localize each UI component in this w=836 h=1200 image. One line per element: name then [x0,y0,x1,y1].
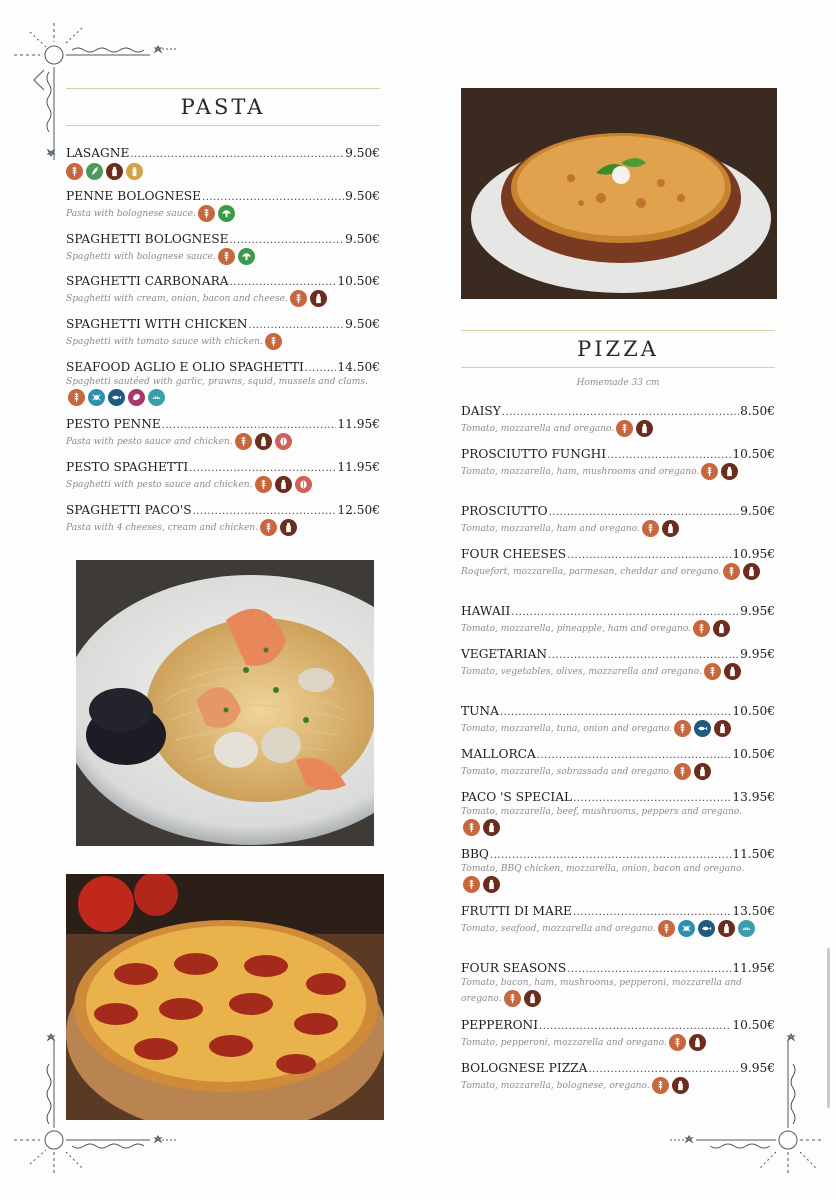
fish-icon [698,920,715,937]
gluten-icon [66,163,83,180]
menu-item-name: BOLOGNESE PIZZA [461,1061,588,1075]
lactose-icon [672,1077,689,1094]
menu-item-description-text: Spaghetti with bolognese sauce. [66,252,216,262]
dot-leader [500,705,731,720]
crustacean-icon [88,389,105,406]
menu-item-description-text: Pasta with bolognese sauce. [66,209,196,219]
menu-item-description-text: Pasta with 4 cheeses, cream and chicken. [66,523,259,533]
gluten-icon [616,420,633,437]
menu-item-price: 10.50€ [732,447,775,461]
menu-item-line [461,904,775,920]
menu-item-description-text: Tomato, bacon, ham, mushrooms, pepperoni, mozzarella and oregano. [461,978,742,1004]
menu-item-description [461,720,775,737]
allergen-icons [674,720,731,737]
menu-item-name: TUNA [461,704,499,718]
shellfish-icon [738,920,755,937]
lactose-icon [714,720,731,737]
menu-item-line [461,647,775,663]
menu-item-description [66,376,380,406]
pasta-menu-item [66,146,380,180]
lactose-icon [483,876,500,893]
gluten-icon [255,476,272,493]
menu-item-name: BBQ [461,847,489,861]
menu-item-name: MALLORCA [461,747,536,761]
menu-item-line [66,460,380,476]
pizza-subtitle: Homemade 33 cm [576,378,660,388]
dot-leader [588,1062,739,1077]
allergen-icons [704,663,741,680]
menu-item-price: 11.95€ [337,460,380,474]
pizza-menu-item [461,504,775,537]
allergen-icons [674,763,711,780]
menu-item-line [66,417,380,433]
gluten-icon [290,290,307,307]
pizza-menu-item [461,604,775,637]
pasta-menu-item [66,417,380,450]
gluten-icon [235,433,252,450]
dot-leader [202,190,344,205]
allergen-icons [198,205,235,222]
menu-item-description [461,1077,775,1094]
menu-item-name: PESTO SPAGHETTI [66,460,189,474]
menu-item-description-text: Tomato, mozzarella, beef, mushrooms, peppers and oregano. [461,807,743,817]
pepperoni-pizza-photo [66,874,384,1120]
gluten-icon [669,1034,686,1051]
pizza-menu-item [461,790,775,836]
menu-item-name: PROSCIUTTO FUNGHI [461,447,607,461]
gluten-icon [652,1077,669,1094]
lactose-icon [636,420,653,437]
dot-leader [305,361,337,376]
menu-item-description [461,806,775,836]
menu-item-description-text: Tomato, pepperoni, mozzarella and oregano. [461,1038,667,1048]
pizza-menu-item [461,547,775,580]
menu-item-name: FOUR CHEESES [461,547,567,561]
lasagne-photo [461,88,777,299]
menu-item-description [66,333,380,350]
dot-leader [548,648,739,663]
dot-leader [230,275,337,290]
dot-leader [502,405,739,420]
mushroom-icon [238,248,255,265]
dot-leader [573,791,731,806]
menu-item-line [461,404,775,420]
menu-item-name: HAWAII [461,604,511,618]
lactose-icon [694,763,711,780]
menu-item-description [66,248,380,265]
menu-item-description-text: Tomato, mozzarella, bolognese, oregano. [461,1081,650,1091]
menu-item-price: 8.50€ [740,404,775,418]
gluten-icon [198,205,215,222]
gluten-icon [723,563,740,580]
gluten-icon [704,663,721,680]
allergen-icons [218,248,255,265]
gluten-icon [260,519,277,536]
allergen-icons [504,990,541,1007]
menu-item-description-text: Tomato, BBQ chicken, mozzarella, onion, bacon and oregano. [461,864,745,874]
gluten-icon [68,389,85,406]
menu-item-description-text: Tomato, mozzarella, pineapple, ham and oregano. [461,624,692,634]
dot-leader [549,505,740,520]
gluten-icon [463,876,480,893]
menu-item-name: SPAGHETTI BOLOGNESE [66,232,229,246]
fish-icon [108,389,125,406]
lactose-icon [724,663,741,680]
menu-item-line [66,274,380,290]
menu-item-price: 9.50€ [345,317,380,331]
lactose-icon [689,1034,706,1051]
pizza-menu-item [461,1018,775,1051]
menu-item-description [66,519,380,536]
lactose-icon [483,819,500,836]
lactose-icon [743,563,760,580]
dot-leader [229,233,344,248]
menu-item-description [461,920,775,937]
menu-item-price: 10.95€ [732,547,775,561]
menu-item-description [461,420,775,437]
pasta-menu-item [66,360,380,406]
gluten-icon [504,990,521,1007]
menu-item-description [66,290,380,307]
celery-icon [86,163,103,180]
menu-item-line [66,146,380,162]
menu-item-price: 10.50€ [732,1018,775,1032]
allergen-icons [658,920,755,937]
menu-item-price: 9.50€ [345,232,380,246]
menu-item-line [66,317,380,333]
pizza-menu-item [461,961,775,1007]
menu-item-line [66,360,380,376]
menu-item-name: SEAFOOD AGLIO E OLIO SPAGHETTI [66,360,304,374]
pasta-menu-item [66,274,380,307]
lactose-icon [310,290,327,307]
pasta-menu-item [66,460,380,493]
allergen-icons [701,463,738,480]
menu-item-description-text: Roquefort, mozzarella, parmesan, cheddar and oregano. [461,567,722,577]
allergen-icons [255,476,312,493]
menu-item-price: 11.95€ [732,961,775,975]
lactose-icon [524,990,541,1007]
menu-item-description [461,620,775,637]
pizza-menu-item [461,404,775,437]
pasta-section-title: PASTA [66,88,380,126]
pizza-section-title: PIZZA [461,330,775,368]
gluten-icon [701,463,718,480]
lactose-icon [713,620,730,637]
menu-item-description [461,863,775,893]
allergen-icons [265,333,282,350]
pizza-menu-item [461,747,775,780]
gluten-icon [463,819,480,836]
pizza-menu-item [461,847,775,893]
menu-item-line [461,747,775,763]
fish-icon [694,720,711,737]
menu-item-description [461,563,775,580]
dot-leader [189,461,336,476]
mustard-icon [126,163,143,180]
allergen-icons [723,563,760,580]
pizza-menu-item [461,647,775,680]
menu-item-description-text: Tomato, mozzarella, sobrassada and oregano. [461,767,672,777]
menu-item-line [66,232,380,248]
allergen-icons [290,290,327,307]
menu-item-description-text: Spaghetti with cream, onion, bacon and cheese. [66,294,288,304]
menu-item-name: PENNE BOLOGNESE [66,189,201,203]
menu-item-description-text: Tomato, mozzarella and oregano. [461,424,615,434]
menu-item-line [461,961,775,977]
scrollbar[interactable] [827,948,830,1108]
menu-item-price: 14.50€ [337,360,380,374]
pizza-menu-item [461,704,775,737]
lactose-icon [255,433,272,450]
pasta-menu-item [66,503,380,536]
gluten-icon [693,620,710,637]
menu-item-description [461,977,775,1007]
dot-leader [511,605,739,620]
gluten-icon [658,920,675,937]
menu-item-description-text: Tomato, mozzarella, ham, mushrooms and oregano. [461,467,700,477]
menu-item-description [461,520,775,537]
menu-item-description [461,763,775,780]
allergen-icons [642,520,679,537]
menu-item-price: 9.50€ [345,146,380,160]
menu-item-name: DAISY [461,404,501,418]
menu-item-description-text: Tomato, mozzarella, ham and oregano. [461,524,640,534]
menu-item-description-text: Tomato, seafood, mozzarella and oregano. [461,924,656,934]
dot-leader [539,1019,731,1034]
menu-item-line [461,547,775,563]
menu-item-name: PACO 'S SPECIAL [461,790,573,804]
shellfish-icon [148,389,165,406]
menu-item-line [461,1061,775,1077]
seafood-spaghetti-photo [76,560,374,846]
lactose-icon [721,463,738,480]
gluten-icon [642,520,659,537]
dot-leader [573,905,731,920]
pizza-menu-item [461,1061,775,1094]
menu-item-name: FRUTTI DI MARE [461,904,572,918]
menu-item-price: 13.50€ [732,904,775,918]
menu-item-price: 12.50€ [337,503,380,517]
pasta-menu-item [66,232,380,265]
gluten-icon [265,333,282,350]
menu-item-price: 9.95€ [740,604,775,618]
menu-item-price: 10.50€ [732,747,775,761]
menu-item-name: SPAGHETTI CARBONARA [66,274,229,288]
menu-item-price: 13.95€ [732,790,775,804]
menu-item-line [66,503,380,519]
menu-item-line [461,790,775,806]
menu-item-name: PEPPERONI [461,1018,539,1032]
menu-item-name: SPAGHETTI PACO'S [66,503,192,517]
menu-item-price: 11.95€ [337,417,380,431]
menu-item-price: 11.50€ [732,847,775,861]
dot-leader [490,848,731,863]
menu-item-description-text: Tomato, vegetables, olives, mozzarella and oregano. [461,667,702,677]
menu-item-description-text: Pasta with pesto sauce and chicken. [66,437,233,447]
dot-leader [537,748,732,763]
menu-item-price: 9.95€ [740,1061,775,1075]
menu-item-description [461,1034,775,1051]
menu-item-name: FOUR SEASONS [461,961,567,975]
menu-item-description-text: Spaghetti with tomato sauce with chicken. [66,337,263,347]
lactose-icon [106,163,123,180]
nuts-icon [275,433,292,450]
crustacean-icon [678,920,695,937]
allergen-icons [652,1077,689,1094]
menu-item-price: 10.50€ [732,704,775,718]
menu-item-description [66,476,380,493]
dot-leader [607,448,731,463]
menu-item-name: PROSCIUTTO [461,504,548,518]
mollusc-icon [128,389,145,406]
allergen-icons [616,420,653,437]
allergen-icons [66,163,380,180]
allergen-icons [68,389,165,406]
gluten-icon [674,763,691,780]
gluten-icon [674,720,691,737]
menu-item-line [461,447,775,463]
pizza-menu-item [461,904,775,937]
menu-item-name: VEGETARIAN [461,647,548,661]
menu-item-price: 9.95€ [740,647,775,661]
allergen-icons [669,1034,706,1051]
menu-item-description-text: Spaghetti sautéed with garlic, prawns, squid, mussels and clams. [66,377,368,387]
menu-item-description [66,205,380,222]
dot-leader [567,548,731,563]
menu-item-line [461,604,775,620]
lactose-icon [280,519,297,536]
menu-item-line [461,504,775,520]
menu-item-price: 9.50€ [740,504,775,518]
dot-leader [193,504,337,519]
allergen-icons [235,433,292,450]
pasta-menu-item [66,189,380,222]
menu-item-description-text: Tomato, mozzarella, tuna, onion and oregano. [461,724,673,734]
dot-leader [567,962,731,977]
dot-leader [162,418,337,433]
menu-item-name: PESTO PENNE [66,417,161,431]
lactose-icon [718,920,735,937]
mushroom-icon [218,205,235,222]
pasta-menu-item [66,317,380,350]
menu-item-price: 9.50€ [345,189,380,203]
gluten-icon [218,248,235,265]
menu-item-line [461,847,775,863]
menu-item-name: LASAGNE [66,146,130,160]
allergen-icons [693,620,730,637]
allergen-icons [260,519,297,536]
menu-item-name: SPAGHETTI WITH CHICKEN [66,317,248,331]
allergen-icons [463,819,500,836]
pizza-menu-item [461,447,775,480]
allergen-icons [463,876,500,893]
menu-item-description-text: Spaghetti with pesto sauce and chicken. [66,480,253,490]
menu-item-line [461,704,775,720]
lactose-icon [662,520,679,537]
dot-leader [130,147,344,162]
dot-leader [248,318,344,333]
menu-item-line [461,1018,775,1034]
menu-item-description [461,663,775,680]
menu-item-description [66,433,380,450]
lactose-icon [275,476,292,493]
menu-item-description [461,463,775,480]
menu-item-line [66,189,380,205]
nuts-icon [295,476,312,493]
menu-item-price: 10.50€ [337,274,380,288]
